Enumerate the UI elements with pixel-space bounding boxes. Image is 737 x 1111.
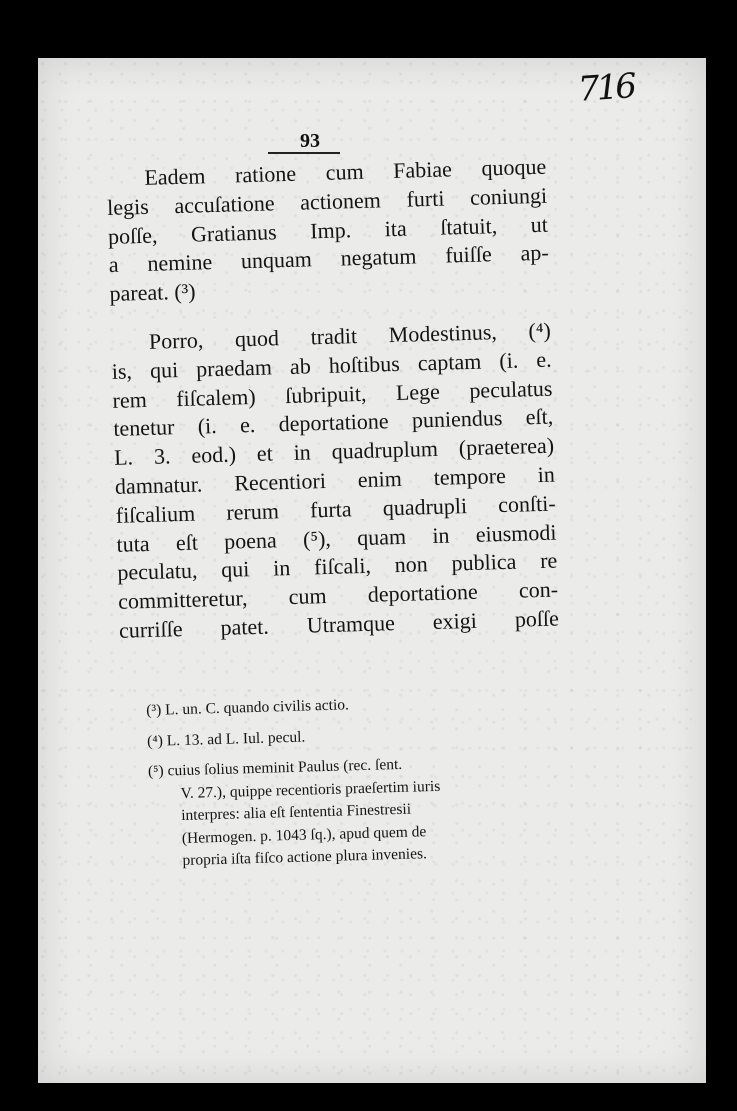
text-line: legis accuſatione actionem furti coniungi xyxy=(106,182,548,220)
handwritten-folio-number: 716 xyxy=(576,66,636,110)
text-line: tuta eſt poena (⁵), quam in eiusmodi xyxy=(116,519,557,557)
footnote-line: V. 27.), quippe recentioris praeſertim iuris xyxy=(180,777,441,802)
text-line: a nemine unquam negatum fuiſſe ap- xyxy=(108,240,549,278)
footnote-line: (⁵) cuius ſolius meminit Paulus (rec. ſent. xyxy=(147,755,403,780)
footnote-line: interpres: alia eſt ſententia Finestresii xyxy=(181,800,412,825)
text-line: L. 3. eod.) et in quadruplum (praeterea) xyxy=(113,432,555,471)
text-line: Eadem ratione cum Fabiae quoque xyxy=(144,153,547,190)
footnotes xyxy=(146,688,571,881)
text-line: rem fiſcalem) ſubripuit, Lege peculatus xyxy=(112,375,553,413)
page-number-rule xyxy=(268,152,340,154)
footnote-5 xyxy=(148,749,571,873)
text-line: fiſcalium rerum furta quadrupli conſti- xyxy=(115,490,556,528)
text-line: tenetur (i. e. deportatione puniendus eſt, xyxy=(113,403,554,442)
footnote-3: (³) L. un. C. quando civilis actio. xyxy=(146,696,350,719)
text-line: Porro, quod tradit Modestinus, (⁴) xyxy=(148,317,552,354)
page-number: 93 xyxy=(300,130,320,152)
text-line: peculatu, qui in fiſcali, non publica re xyxy=(117,547,558,586)
footnote-4: (⁴) L. 13. ad L. Iul. pecul. xyxy=(146,728,306,750)
text-line: committeretur, cum deportatione con- xyxy=(117,576,559,614)
text-line: is, qui praedam ab hoſtibus captam (i. e. xyxy=(111,346,552,384)
footnote-line: propria iſta fiſco actione plura invenies. xyxy=(182,845,428,870)
text-line: pareat. (³) xyxy=(109,278,196,307)
text-line: poſſe, Gratianus Imp. ita ſtatuit, ut xyxy=(107,211,549,249)
body-text xyxy=(106,153,559,646)
footnote-line: (Hermogen. p. 1043 ſq.), apud quem de xyxy=(181,822,427,847)
text-line: damnatur. Recentiori enim tempore in xyxy=(114,461,556,499)
text-line: curriſſe patet. Utramque exigi poſſe xyxy=(118,605,560,643)
